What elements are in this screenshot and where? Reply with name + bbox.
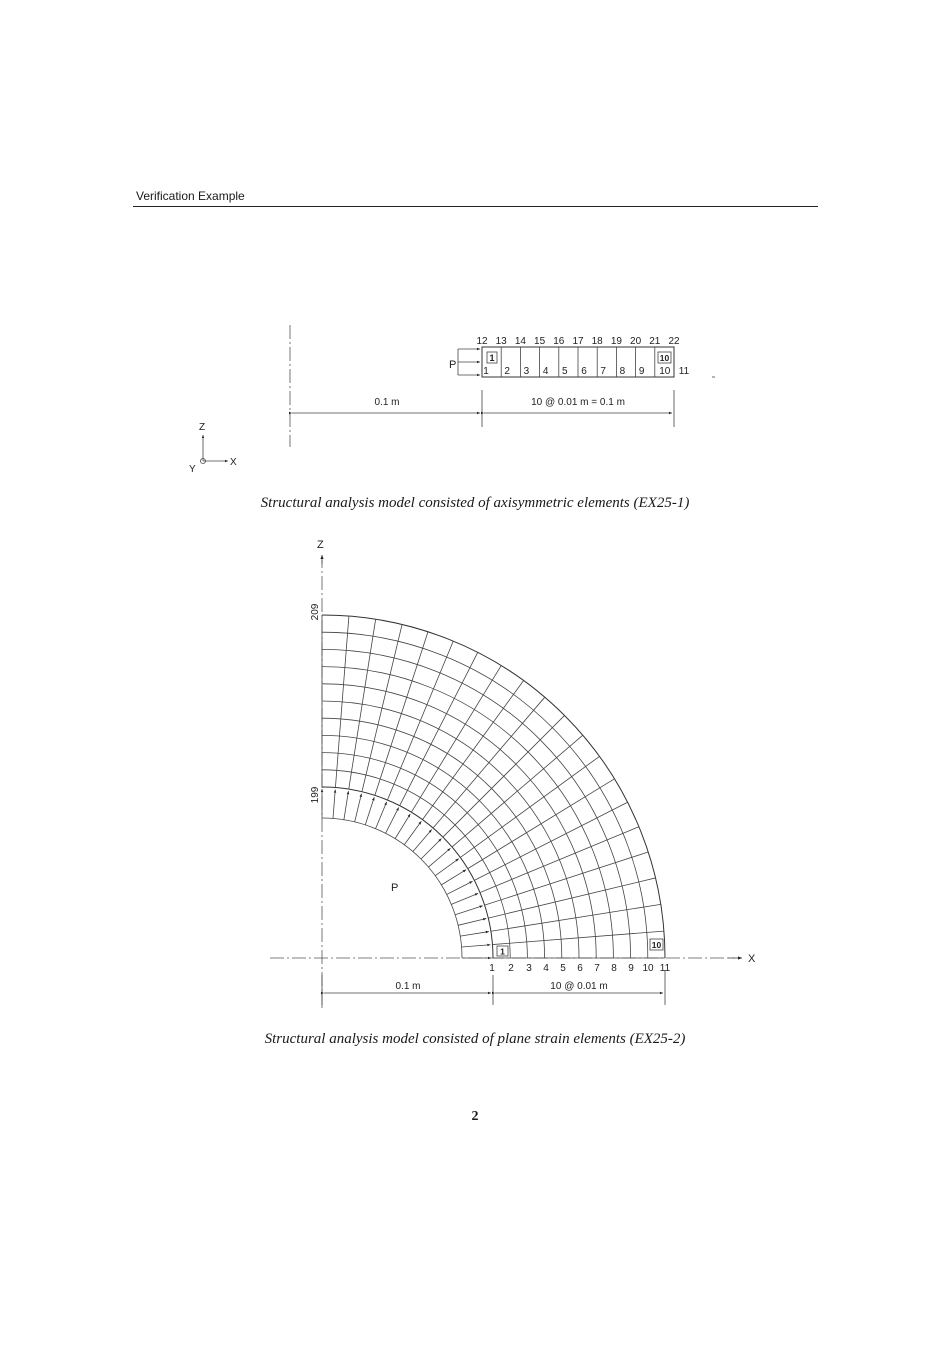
top-node-label: 12: [476, 336, 488, 347]
axis-node-label: 5: [560, 963, 566, 974]
top-node-label: 19: [610, 336, 622, 347]
axis-node-label: 8: [611, 963, 617, 974]
load-p-label: P: [449, 359, 457, 371]
dim-right-label: 10 @ 0.01 m: [550, 981, 608, 992]
bottom-node-label: 6: [581, 366, 587, 377]
x-axis-label: X: [230, 457, 237, 468]
pressure-arrow: [376, 802, 387, 829]
pressure-arrow: [435, 859, 458, 876]
axisymmetric-model-figure: [0, 315, 950, 485]
top-node-label: 21: [649, 336, 661, 347]
bottom-node-label: 10: [659, 366, 671, 377]
dim-left-label: 0.1 m: [374, 397, 400, 408]
pressure-arrow: [421, 838, 442, 859]
bottom-node-label: 11: [678, 366, 690, 377]
top-node-label: 18: [591, 336, 603, 347]
pressure-arrow: [451, 893, 478, 904]
pressure-arrow: [333, 790, 335, 819]
z-axis-label: Z: [199, 422, 206, 433]
y-axis-label: Y: [189, 464, 196, 475]
axis-node-label: 2: [508, 963, 514, 974]
mesh-radial-line: [349, 619, 376, 789]
mesh-radial-line: [375, 632, 428, 796]
top-node-label: 17: [572, 336, 584, 347]
mesh-radial-line: [485, 852, 649, 905]
ring-mesh: [322, 615, 665, 958]
dim-right-label: 10 @ 0.01 m = 0.1 m: [531, 397, 625, 408]
pressure-arrow: [395, 814, 410, 839]
page-number: 2: [471, 1109, 479, 1124]
pressure-arrow: [344, 791, 349, 820]
pressure-arrow: [462, 945, 491, 947]
pressure-arrow: [447, 881, 473, 894]
bottom-node-label: 7: [600, 366, 606, 377]
bottom-node-label: 2: [504, 366, 510, 377]
bottom-node-label: 9: [638, 366, 645, 377]
top-node-label: 20: [630, 336, 642, 347]
top-node-label: 13: [495, 336, 507, 347]
pressure-arrow: [458, 919, 486, 926]
pressure-arrow: [441, 870, 466, 885]
mesh-radial-line: [411, 666, 501, 813]
top-node-label: 14: [514, 336, 526, 347]
top-node-labels: [476, 336, 680, 347]
element-10-label: 10: [651, 940, 662, 950]
pressure-label: P: [391, 882, 399, 894]
header-rule: [133, 206, 818, 207]
node-199-label: 199: [310, 786, 321, 804]
bottom-node-label: 4: [542, 366, 549, 377]
x-axis-label: X: [748, 953, 756, 965]
dim-left-label: 0.1 m: [395, 981, 421, 992]
axis-node-label: 4: [543, 963, 549, 974]
z-axis-label: Z: [317, 539, 324, 551]
axis-node-labels: [489, 963, 670, 974]
element-1-label: 1: [500, 946, 505, 957]
running-header: Verification Example: [136, 189, 245, 203]
bottom-node-label: 5: [562, 366, 568, 377]
top-node-label: 22: [668, 336, 680, 347]
element-1-label: 1: [489, 353, 495, 363]
pressure-arrow: [386, 807, 399, 833]
bottom-node-label: 1: [483, 366, 489, 377]
bottom-node-labels: [483, 366, 689, 377]
axis-node-label: 10: [642, 963, 654, 974]
axis-node-label: 3: [526, 963, 532, 974]
pressure-arrow: [428, 848, 450, 867]
pressure-arrow: [413, 829, 432, 851]
mesh-radial-line: [443, 715, 565, 837]
axis-node-label: 11: [659, 963, 671, 974]
pressure-arrow: [355, 794, 362, 822]
pressure-arrow: [455, 906, 483, 915]
axis-node-label: 1: [489, 963, 495, 974]
figure2-caption: Structural analysis model consisted of plane strain elements (EX25-2): [264, 1031, 686, 1047]
mesh-radial-line: [491, 904, 661, 931]
axis-node-label: 7: [594, 963, 600, 974]
bottom-node-label: 8: [619, 366, 626, 377]
pressure-arrow: [460, 932, 489, 937]
node-209-label: 209: [310, 603, 321, 621]
pressure-arrow: [404, 821, 421, 844]
top-node-label: 16: [553, 336, 565, 347]
top-node-label: 15: [534, 336, 546, 347]
bottom-node-label: 3: [523, 366, 530, 377]
axis-node-label: 9: [628, 963, 634, 974]
pressure-arrow: [365, 797, 374, 825]
figure1-caption: Structural analysis model consisted of axisymmetric elements (EX25-1): [260, 495, 690, 511]
plane-strain-model-figure: [0, 530, 950, 1020]
mesh-radial-line: [468, 779, 615, 869]
element-10-label: 10: [659, 353, 670, 363]
axis-node-label: 6: [577, 963, 583, 974]
